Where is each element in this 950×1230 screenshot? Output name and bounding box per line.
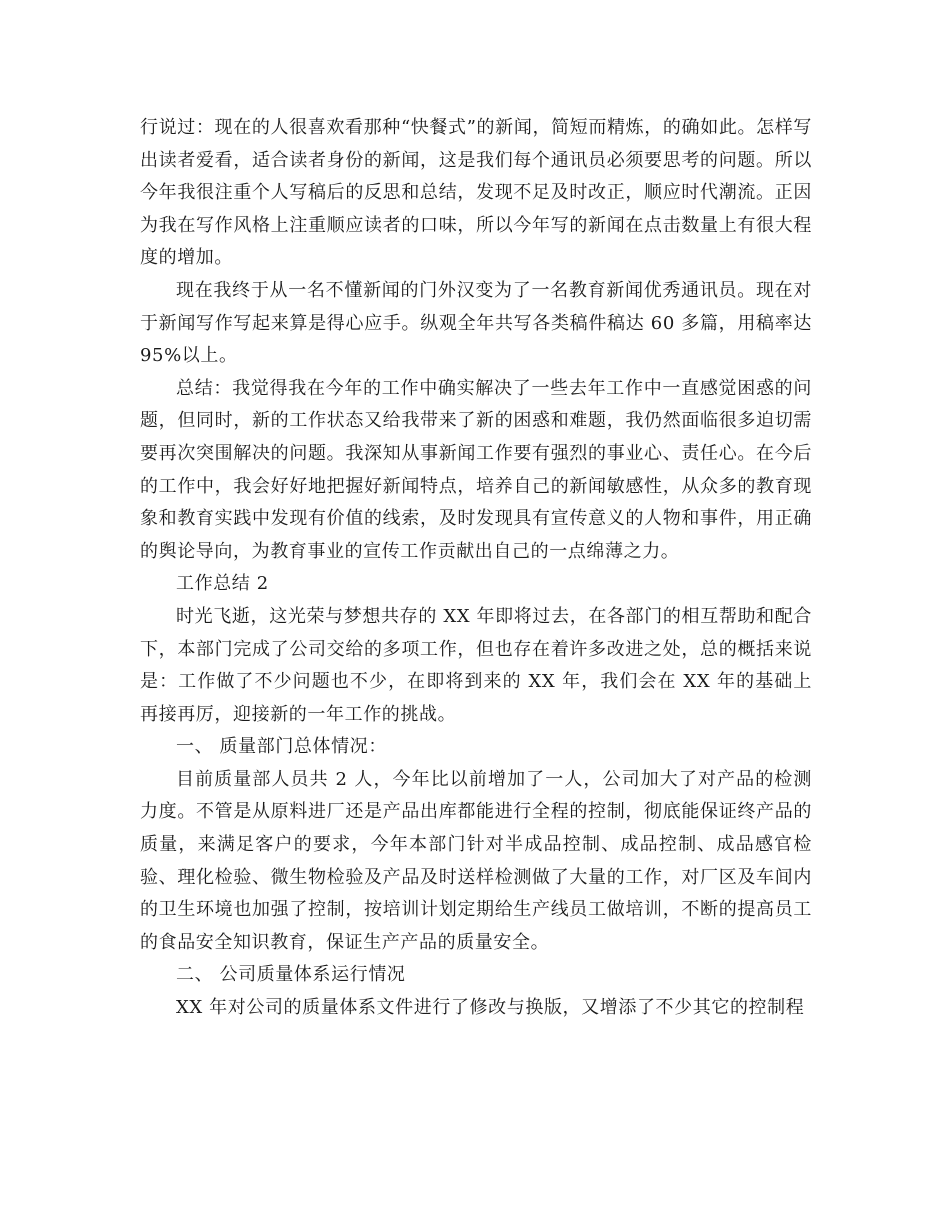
paragraph-achievement: 现在我终于从一名不懂新闻的门外汉变为了一名教育新闻优秀通讯员。现在对于新闻写作写起来算是得心应手。纵观全年共写各类稿件稿达 60 多篇，用稿率达95%以上。 bbox=[140, 279, 812, 367]
section-title-work-summary-2: 工作总结 2 bbox=[176, 573, 269, 595]
paragraph-quality-overview: 目前质量部人员共 2 人，今年比以前增加了一人，公司加大了对产品的检测力度。不管是从原料进厂还是产品出库都能进行全程的控制，彻底能保证终产品的质量，来满足客户的要求，今年本部门针对半成品控制、成品控制、成品感官检验、理化检验、微生物检验及产品及时送样检测做了大量的工作，对厂区及车间内的卫生环境也加强了控制，按培训计划定期给生产线员工做培训，不断的提高员工的食品安全知识教育，保证生产产品的质量安全。 bbox=[140, 768, 812, 953]
paragraph-summary: 总结：我觉得我在今年的工作中确实解决了一些去年工作中一直感觉困惑的问题，但同时，新的工作状态又给我带来了新的困惑和难题，我仍然面临很多迫切需要再次突围解决的问题。我深知从事新闻工作要有强烈的事业心、责任心。在今后的工作中，我会好好地把握好新闻特点，培养自己的新闻敏感性，从众多的教育现象和教育实践中发现有价值的线索，及时发现具有宣传意义的人物和事件，用正确的舆论导向，为教育事业的宣传工作贡献出自己的一点绵薄之力。 bbox=[140, 377, 812, 562]
paragraph-intro: 时光飞逝，这光荣与梦想共存的 XX 年即将过去，在各部门的相互帮助和配合下，本部门完成了公司交给的多项工作，但也存在着许多改进之处，总的概括来说是：工作做了不少问题也不少，在即将到来的 XX 年，我们会在 XX 年的基础上再接再厉，迎接新的一年工作的挑战。 bbox=[140, 605, 812, 725]
section-heading-quality-overview: 一、 质量部门总体情况： bbox=[176, 736, 387, 758]
paragraph-quality-system: XX 年对公司的质量体系文件进行了修改与换版，又增添了不少其它的控制程 bbox=[176, 997, 805, 1019]
section-heading-quality-system: 二、 公司质量体系运行情况 bbox=[176, 964, 406, 986]
document-page bbox=[140, 112, 812, 1025]
paragraph-continuation: 行说过：现在的人很喜欢看那种“快餐式”的新闻，简短而精炼，的确如此。怎样写出读者爱看，适合读者身份的新闻，这是我们每个通讯员必须要思考的问题。所以今年我很注重个人写稿后的反思和总结，发现不足及时改正，顺应时代潮流。正因为我在写作风格上注重顺应读者的口味，所以今年写的新闻在点击数量上有很大程度的增加。 bbox=[140, 117, 812, 269]
